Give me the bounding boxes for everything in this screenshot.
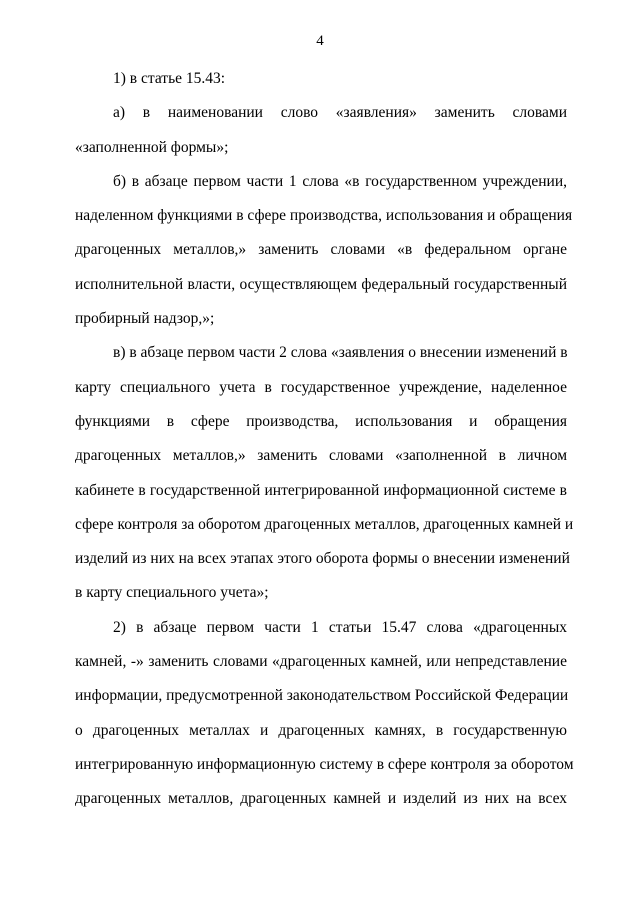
paragraph <box>75 96 567 165</box>
text-line: а) в наименовании слово «заявления» заменить словами <box>113 104 567 122</box>
text-line: кабинете в государственной интегрированной информационной системе в <box>75 481 567 499</box>
text-line: наделенном функциями в сфере производства, использования и обращения <box>75 207 573 225</box>
text-line: изделий из них на всех этапах этого оборота формы о внесении изменений <box>75 550 570 568</box>
text-line: интегрированную информационную систему в сфере контроля за оборотом <box>75 755 574 773</box>
paragraph <box>75 611 574 817</box>
text-line: сфере контроля за оборотом драгоценных металлов, драгоценных камней и <box>75 515 574 533</box>
text-line: драгоценных металлов,» заменить словами «заполненной в личном <box>75 447 567 465</box>
text-line: драгоценных металлов, драгоценных камней и изделий из них на всех <box>75 790 567 808</box>
paragraph <box>75 165 573 336</box>
text-line: информации, предусмотренной законодательством Российской Федерации <box>75 687 569 705</box>
text-line: карту специального учета в государственное учреждение, наделенное <box>75 378 567 396</box>
text-line: пробирный надзор,»; <box>75 310 215 328</box>
text-line: в) в абзаце первом части 2 слова «заявления о внесении изменений в <box>113 344 568 362</box>
text-line: исполнительной власти, осуществляющем федеральный государственный <box>75 275 567 293</box>
paragraph <box>75 336 574 610</box>
text-line: в карту специального учета»; <box>75 584 269 602</box>
text-line: 2) в абзаце первом части 1 статьи 15.47 слова «драгоценных <box>113 618 567 636</box>
text-line: камней, -» заменить словами «драгоценных камней, или непредставление <box>75 653 567 671</box>
text-line: «заполненной формы»; <box>75 138 229 156</box>
paragraph <box>75 62 567 96</box>
text-line: б) в абзаце первом части 1 слова «в государственном учреждении, <box>113 172 567 190</box>
text-line: о драгоценных металлах и драгоценных камнях, в государственную <box>75 721 567 739</box>
text-line: 1) в статье 15.43: <box>113 70 226 87</box>
document-body <box>75 62 574 817</box>
page-number: 4 <box>316 33 324 49</box>
text-line: драгоценных металлов,» заменить словами «в федеральном органе <box>75 241 567 259</box>
text-line: функциями в сфере производства, использования и обращения <box>75 412 567 430</box>
